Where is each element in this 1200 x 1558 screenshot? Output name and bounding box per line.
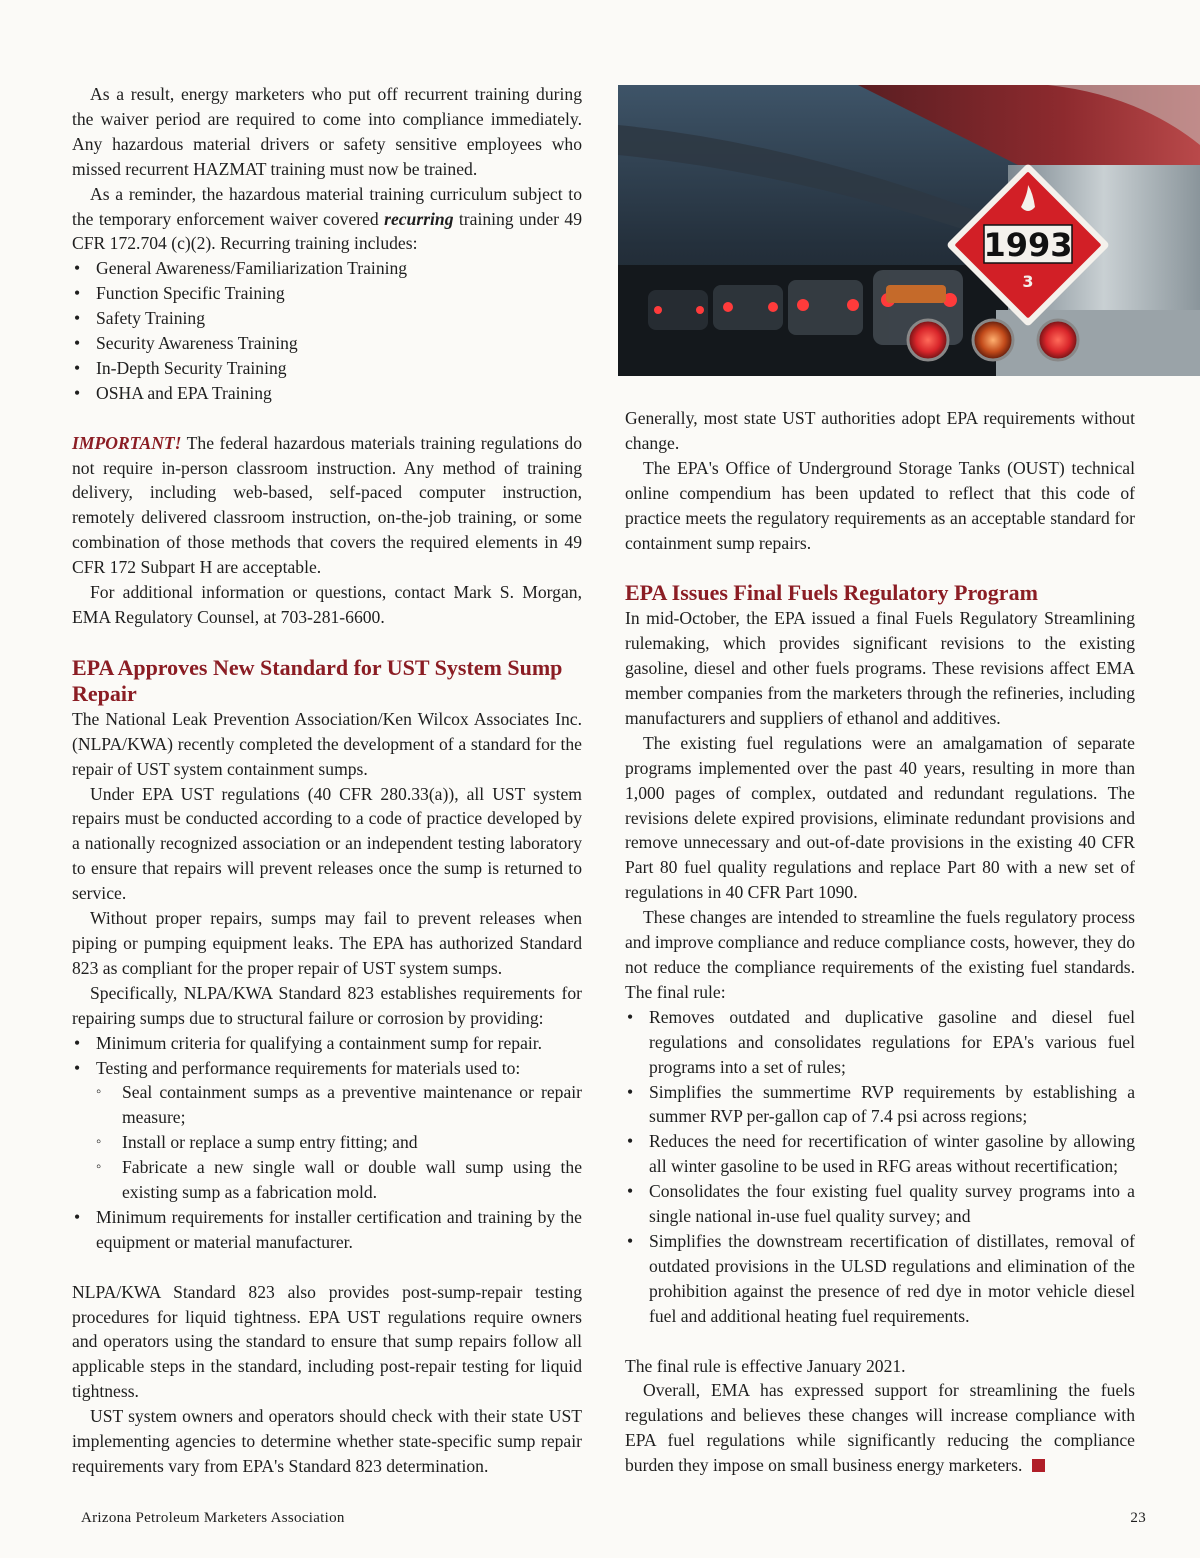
placard-number: 1993 — [983, 226, 1073, 264]
list-item: • Function Specific Training — [72, 281, 582, 306]
paragraph: As a result, energy marketers who put off recurrent training during the waiver period are required to come into compliance immediately. Any hazardous material drivers or safety sensitive employees who missed recurrent HAZMAT training must now be trained. — [72, 84, 582, 179]
paragraph: Overall, EMA has expressed support for streamlining the fuels regulations and believes these changes will increase compliance with EPA fuel regulations while significantly reducing the compliance burden they impose on small business energy marketers. — [625, 1380, 1135, 1476]
paragraph: These changes are intended to streamline the fuels regulatory process and improve compliance and reduce compliance costs, however, they do not reduce the compliance requirements of the existing fuel standards. The final rule: — [625, 907, 1135, 1002]
list-item: • Safety Training — [72, 306, 582, 331]
important-label: IMPORTANT! — [72, 432, 182, 453]
important-paragraph: IMPORTANT! The federal hazardous materials training regulations do not require in-person classroom instruction. Any method of training delivery, including web-based, self-paced computer instruction, remotely delivered classroom instruction, on-the-job training, or some combination of those methods that covers the required elements in 49 CFR 172 Subpart H are acceptable. — [72, 432, 582, 578]
right-column — [625, 406, 1135, 1478]
page-number: 23 — [1130, 1510, 1146, 1526]
end-of-article-icon — [1032, 1459, 1045, 1472]
final-rule-list — [625, 1005, 1135, 1329]
list-item: • General Awareness/Familiarization Training — [72, 256, 582, 281]
list-item: • Consolidates the four existing fuel quality survey programs into a single national in-use fuel quality survey; and — [625, 1179, 1135, 1229]
contact-paragraph: For additional information or questions, contact Mark S. Morgan, EMA Regulatory Counsel, at 703-281-6600. — [72, 582, 582, 628]
list-item: • Simplifies the downstream recertification of distillates, removal of outdated provisions in the ULSD regulations and elimination of the prohibition against the presence of red dye in motor vehicle diesel fuel and additional heating fuel requirements. — [625, 1229, 1135, 1329]
paragraph: Without proper repairs, sumps may fail to prevent releases when piping or pumping equipment leaks. The EPA has authorized Standard 823 as compliant for the proper repair of UST system sumps. — [72, 908, 582, 978]
tanker-truck-photo — [618, 85, 1200, 376]
list-item: • Reduces the need for recertification of winter gasoline by allowing all winter gasoline to be used in RFG areas without recertification; — [625, 1129, 1135, 1179]
paragraph: The National Leak Prevention Association/Ken Wilcox Associates Inc. (NLPA/KWA) recently completed the development of a standard for the repair of UST system containment sumps. — [72, 708, 582, 779]
list-item: • Security Awareness Training — [72, 331, 582, 356]
paragraph: As a reminder, the hazardous material training curriculum subject to the temporary enforcement waiver covered recurring training under 49 CFR 172.704 (c)(2). Recurring training includes: — [72, 183, 582, 254]
paragraph: UST system owners and operators should check with their state UST implementing agencies to determine whether state-specific sump repair requirements vary from EPA's Standard 823 determination. — [72, 1406, 582, 1476]
footer-publication: Arizona Petroleum Marketers Association — [81, 1510, 345, 1526]
list-item: • In-Depth Security Training — [72, 356, 582, 381]
sublist-item: ◦ Seal containment sumps as a preventive maintenance or repair measure; — [96, 1080, 582, 1130]
paragraph: The existing fuel regulations were an amalgamation of separate programs implemented over the past 40 years, resulting in more than 1,000 pages of complex, outdated and redundant regulations. The revisions delete expired provisions, eliminate redundant provisions and remove unnecessary and out-of-date provisions in the existing 40 CFR Part 80 fuel quality regulations and replace Part 80 with a new set of regulations in 40 CFR Part 1090. — [625, 732, 1135, 903]
list-item: • Minimum criteria for qualifying a containment sump for repair. — [72, 1031, 582, 1056]
sublist-item: ◦ Fabricate a new single wall or double wall sump using the existing sump as a fabrication mold. — [96, 1155, 582, 1205]
list-item: • Testing and performance requirements for materials used to: ◦ Seal containment sumps as a preventive maintenance or repair measure; ◦ Install or replace a sump entry fitting; and ◦ Fabricate a new single wall or double wall sump using the existing sump as a fabrication mold. — [72, 1056, 582, 1205]
list-item: • Minimum requirements for installer certification and training by the equipment or material manufacturer. — [72, 1205, 582, 1255]
section-heading-fuels: EPA Issues Final Fuels Regulatory Program — [625, 580, 1038, 606]
left-column — [72, 82, 582, 1479]
paragraph: NLPA/KWA Standard 823 also provides post-sump-repair testing procedures for liquid tightness. EPA UST regulations require owners and operators using the standard to ensure that sump repairs follow all applicable steps in the standard, including post-repair testing for liquid tightness. — [72, 1281, 582, 1402]
paragraph: Under EPA UST regulations (40 CFR 280.33(a)), all UST system repairs must be conducted according to a code of practice developed by a nationally recognized association or an independent testing laboratory to ensure that repairs will prevent releases once the sump is returned to service. — [72, 783, 582, 904]
requirements-list — [72, 1031, 582, 1255]
paragraph: Specifically, NLPA/KWA Standard 823 establishes requirements for repairing sumps due to structural failure or corrosion by providing: — [72, 982, 582, 1028]
placard-class: 3 — [1022, 272, 1034, 291]
list-item: • Removes outdated and duplicative gasoline and diesel fuel regulations and consolidates regulations for EPA's various fuel programs into a set of rules; — [625, 1005, 1135, 1080]
paragraph: Generally, most state UST authorities adopt EPA requirements without change. — [625, 408, 1135, 453]
list-item: • OSHA and EPA Training — [72, 381, 582, 406]
paragraph: The final rule is effective January 2021. — [625, 1355, 906, 1376]
list-item: • Simplifies the summertime RVP requirements by establishing a summer RVP per-gallon cap of 7.4 psi across regions; — [625, 1080, 1135, 1130]
section-heading-ust: EPA Approves New Standard for UST System Sump Repair — [72, 654, 563, 706]
paragraph: The EPA's Office of Underground Storage Tanks (OUST) technical online compendium has been updated to reflect that this code of practice meets the regulatory requirements as an acceptable standard for containment sump repairs. — [625, 457, 1135, 553]
sublist-item: ◦ Install or replace a sump entry fitting; and — [96, 1130, 582, 1155]
training-list — [72, 256, 582, 405]
materials-sublist — [96, 1080, 582, 1205]
paragraph: In mid-October, the EPA issued a final Fuels Regulatory Streamlining rulemaking, which provides significant revisions to the existing gasoline, diesel and other fuels programs. These revisions affect EMA member companies from the marketers through the refineries, including manufacturers and suppliers of ethanol and additives. — [625, 608, 1135, 728]
